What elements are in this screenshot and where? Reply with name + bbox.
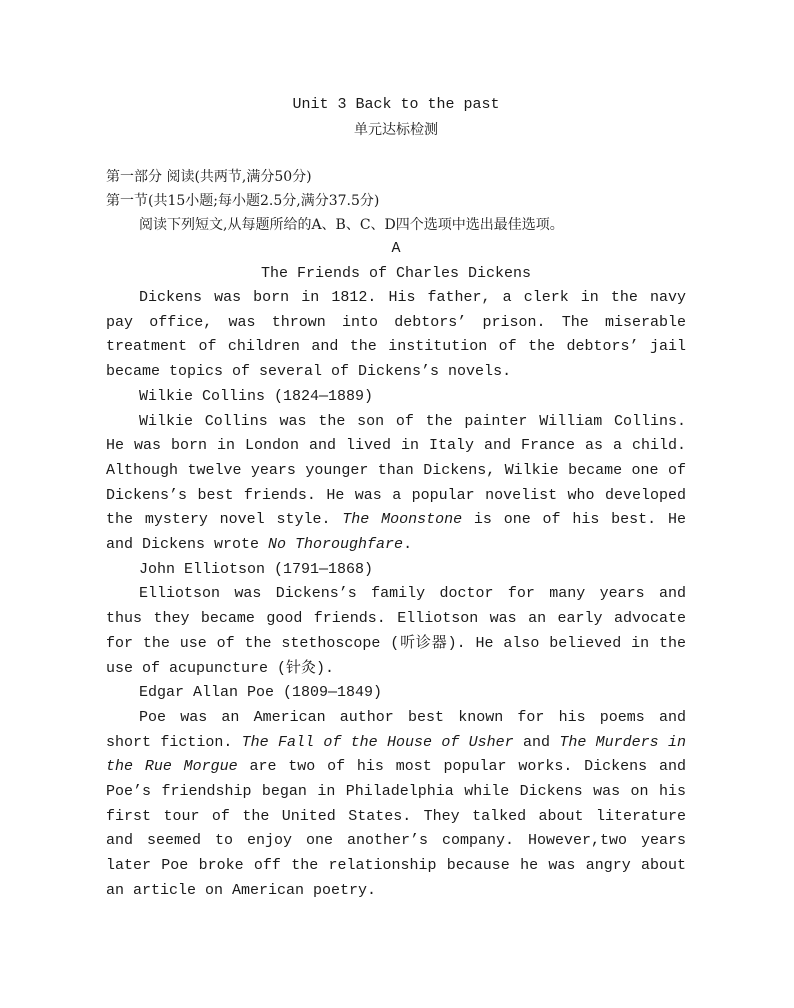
instruction-text: 阅读下列短文,从每题所给的A、B、C、D四个选项中选出最佳选项。 — [139, 217, 564, 233]
poe-work-usher: The Fall of the House of Usher — [241, 733, 514, 751]
collins-text-c: . — [403, 536, 413, 554]
poe-heading: Edgar Allan Poe (1809—1849) — [139, 684, 383, 702]
elliotson-heading: John Elliotson (1791—1868) — [139, 560, 374, 578]
collins-paragraph — [106, 410, 686, 558]
poe-text-b: and — [513, 733, 560, 751]
collins-work-no-thoroughfare: No Thoroughfare — [268, 536, 404, 554]
intro-paragraph: Dickens was born in 1812. His father, a clerk in the navy pay office, was thrown into debtors’ prison. The miserable treatment of children and the institution of the debtors’ jail became topics of several of Dickens’s novels. — [106, 289, 686, 381]
poe-work-rue-morgue: The Murders in the Rue Morgue — [106, 733, 686, 776]
poe-text-a: Poe was an American author best known for his poems and short fiction. — [106, 708, 686, 751]
poe-text-c: are two of his most popular works. Dickens and Poe’s friendship began in Philadelphia while Dickens was on his first tour of the United States. They talked about literature and seemed to enjoy one another’s company. However,two years later Poe broke off the relationship because he was angry about an article on American poetry. — [106, 758, 686, 899]
section-heading: 第一节(共15小题;每小题2.5分,满分37.5分) — [106, 193, 380, 209]
poe-paragraph — [106, 706, 686, 904]
spacer — [106, 143, 686, 165]
document-page — [106, 92, 686, 904]
unit-title: Unit 3 Back to the past — [292, 96, 500, 113]
collins-work-moonstone: The Moonstone — [342, 511, 463, 529]
elliotson-paragraph: Elliotson was Dickens’s family doctor for many years and thus they became good friends. Elliotson was an early advocate for the use of the stethoscope (听诊器). He also believed in the use of acupuncture (针灸). — [106, 585, 686, 677]
test-subtitle: 单元达标检测 — [354, 122, 438, 138]
collins-text-b: is one of his best. He and Dickens wrote — [106, 511, 686, 554]
part-heading: 第一部分 阅读(共两节,满分50分) — [106, 169, 312, 185]
collins-text-a: Wilkie Collins was the son of the painter William Collins. He was born in London and lived in Italy and France as a child. Although twelve years younger than Dickens, Wilkie became one of Dickens’s best friends. He was a popular novelist who developed the mystery novel style. — [106, 412, 686, 529]
passage-letter: A — [391, 240, 401, 257]
collins-heading: Wilkie Collins (1824—1889) — [139, 387, 374, 405]
passage-title: The Friends of Charles Dickens — [260, 265, 532, 282]
